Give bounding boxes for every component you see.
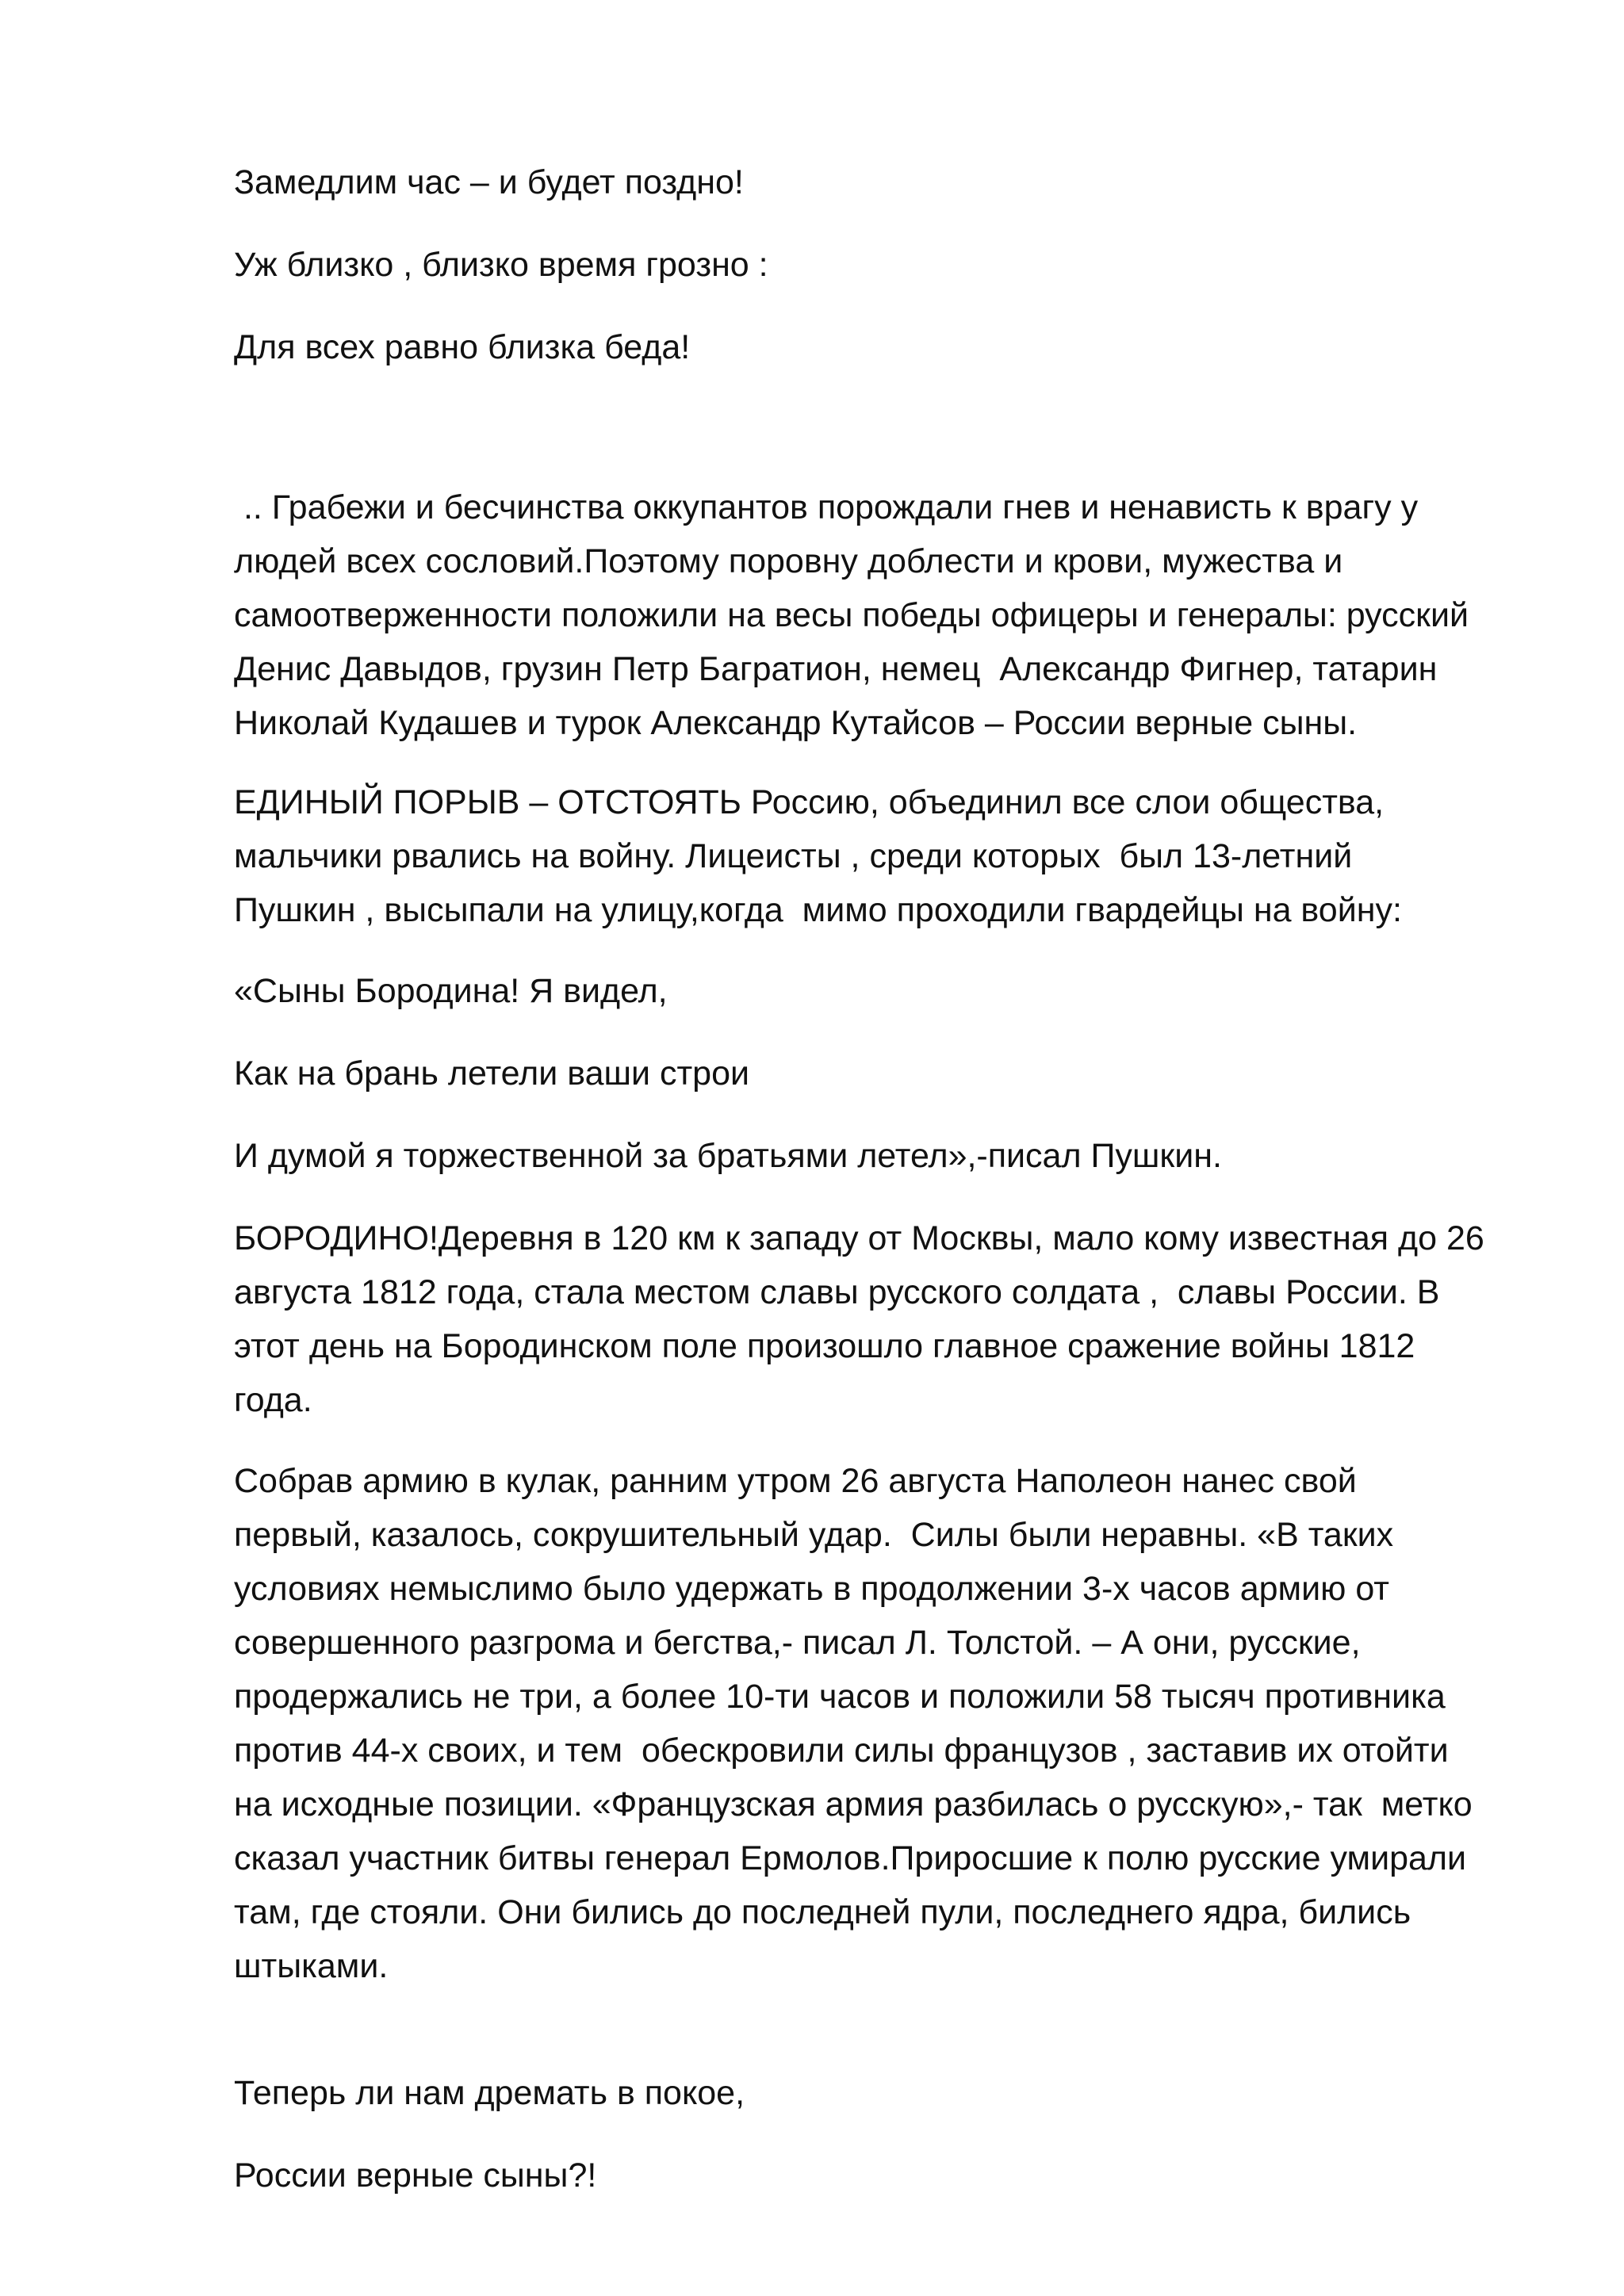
verse-3-line-2: России верные сыны?! [234, 2156, 597, 2195]
paragraph-united-impulse: ЕДИНЫЙ ПОРЫВ – ОТСТОЯТЬ Россию, объединил все слои общества, мальчики рвались на войну. Лицеисты , среди которых был 13-летний Пушкин , высыпали на улицу,когда мимо проходили гвардейцы на войну: [234, 783, 1402, 929]
verse-1-line-1: Замедлим час – и будет поздно! [234, 163, 744, 201]
verse-2-line-1: «Сыны Бородина! Я видел, [234, 972, 668, 1010]
paragraph-plunder: .. Грабежи и бесчинства оккупантов порождали гнев и ненависть к врагу у людей всех сословий.Поэтому поровну доблести и крови, мужества и самоотверженности положили на весы победы офицеры и генералы: русский Денис Давыдов, грузин Петр Багратион, немец Александр Фигнер, татарин Николай Кудашев и турок Александр Кутайсов – России верные сыны. [234, 488, 1469, 742]
verse-2-line-2: Как на брань летели ваши строи [234, 1054, 749, 1093]
verse-1-line-3: Для всех равно близка беда! [234, 328, 691, 366]
verse-3-line-1: Теперь ли нам дремать в покое, [234, 2074, 745, 2112]
paragraph-borodino: БОРОДИНО!Деревня в 120 км к западу от Москвы, мало кому известная до 26 августа 1812 года, стала местом славы русского солдата , славы России. В этот день на Бородинском поле произошло главное сражение войны 1812 года. [234, 1219, 1484, 1419]
verse-2-line-3: И думой я торжественной за братьями летел»,-писал Пушкин. [234, 1137, 1222, 1175]
verse-1-line-2: Уж близко , близко время грозно : [234, 246, 768, 284]
paragraph-battle: Собрав армию в кулак, ранним утром 26 августа Наполеон нанес свой первый, казалось, сокрушительный удар. Силы были неравны. «В таких условиях немыслимо было удержать в продолжении 3-х часов армию от совершенного разгрома и бегства,- писал Л. Толстой. – А они, русские, продержались не три, а более 10-ти часов и положили 58 тысяч противника против 44-х своих, и тем обескровили силы французов , заставив их отойти на исходные позиции. «Французская армия разбилась о русскую»,- так метко сказал участник битвы генерал Ермолов.Приросшие к полю русские умирали там, где стояли. Они бились до последней пули, последнего ядра, бились штыками. [234, 1462, 1473, 1985]
